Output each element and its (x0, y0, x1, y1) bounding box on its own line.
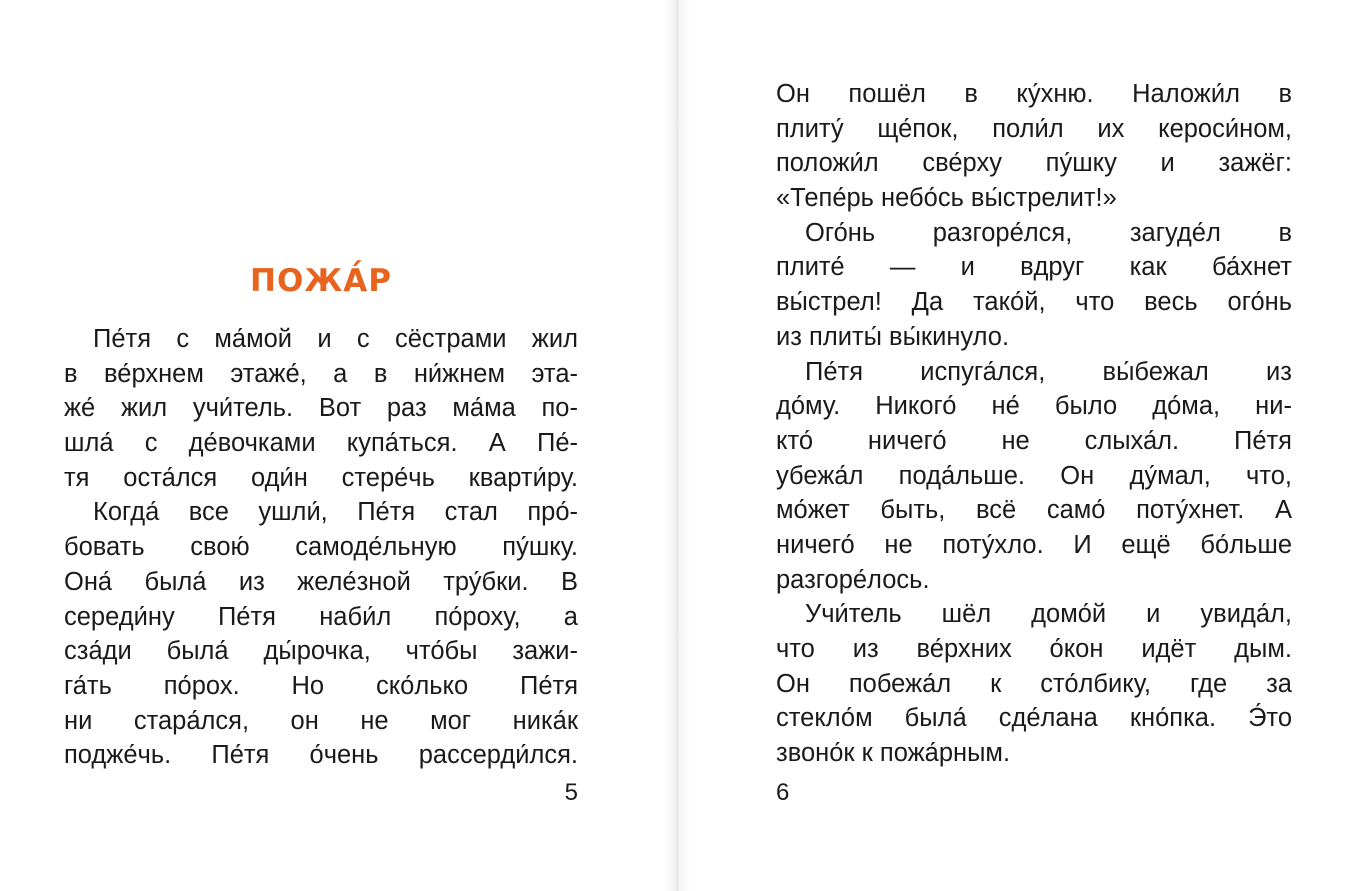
text-line: что из ве́рхних о́кон идёт дым. (776, 635, 1292, 663)
left-page-text (64, 322, 578, 773)
story-title: ПОЖА́Р (250, 263, 392, 299)
page-number: 6 (776, 779, 790, 806)
text-line: ни стара́лся, он не мог ника́к (64, 706, 578, 735)
text-line: Он побежа́л к сто́лбику, где за (776, 669, 1292, 698)
text-line: вы́стрел! Да тако́й, что весь ого́нь (776, 288, 1292, 317)
text-line: до́му. Никого́ не́ было до́ма, ни- (776, 392, 1292, 421)
text-line: «Тепе́рь небо́сь вы́стрелит!» (776, 184, 1117, 213)
text-line: убежа́л пода́льше. Он ду́мал, что, (776, 461, 1292, 490)
text-line: Пе́тя испуга́лся, вы́бежал из (805, 357, 1292, 386)
text-line: Пе́тя с ма́мой и с сёстрами жил (93, 325, 578, 353)
text-line: Учи́тель шёл домо́й и увида́л, (805, 600, 1292, 629)
text-line: сза́ди была́ ды́рочка, что́бы зажи- (64, 637, 578, 666)
text-line: Она́ была́ из желе́зной тру́бки. В (64, 567, 578, 596)
text-line: Когда́ все ушли́, Пе́тя стал про́- (93, 498, 578, 527)
book-gutter-shadow (664, 0, 690, 891)
text-line: шла́ с де́вочками купа́ться. А Пе́- (64, 429, 578, 458)
right-page (676, 0, 1364, 891)
text-line: плите́ — и вдруг как ба́хнет (776, 253, 1292, 282)
text-line: разгоре́лось. (776, 565, 930, 594)
text-line: положи́л све́рху пу́шку и зажёг: (776, 149, 1292, 178)
right-page-text (776, 77, 1292, 771)
text-line: стекло́м была́ сде́лана кно́пка. Э́то (776, 704, 1292, 733)
text-line: Он пошёл в ку́хню. Наложи́л в (776, 80, 1292, 108)
text-line: га́ть по́рох. Но ско́лько Пе́тя (64, 671, 578, 700)
text-line: Ого́нь разгоре́лся, загуде́л в (805, 218, 1292, 247)
left-page (0, 0, 676, 891)
page-number: 5 (564, 779, 578, 806)
text-line: подже́чь. Пе́тя о́чень рассерди́лся. (64, 741, 578, 770)
text-line: бовать свою́ самоде́льную пу́шку. (64, 533, 578, 562)
text-line: плиту́ ще́пок, поли́л их кероси́ном, (776, 114, 1292, 143)
text-line: звоно́к к пожа́рным. (776, 739, 1011, 768)
text-line: мо́жет быть, всё само́ поту́хнет. А (776, 496, 1292, 525)
text-line: тя оста́лся оди́н стере́чь кварти́ру. (64, 463, 578, 492)
text-line: же́ жил учи́тель. Вот раз ма́ма по- (64, 394, 578, 423)
text-line: в ве́рхнем этаже́, а в ни́жнем эта- (64, 359, 578, 388)
text-line: из плиты́ вы́кинуло. (776, 322, 1010, 351)
text-line: середи́ну Пе́тя наби́л по́роху, а (64, 602, 578, 631)
text-line: кто́ ничего́ не слыха́л. Пе́тя (776, 426, 1292, 455)
text-line: ничего́ не поту́хло. И ещё бо́льше (776, 530, 1292, 559)
